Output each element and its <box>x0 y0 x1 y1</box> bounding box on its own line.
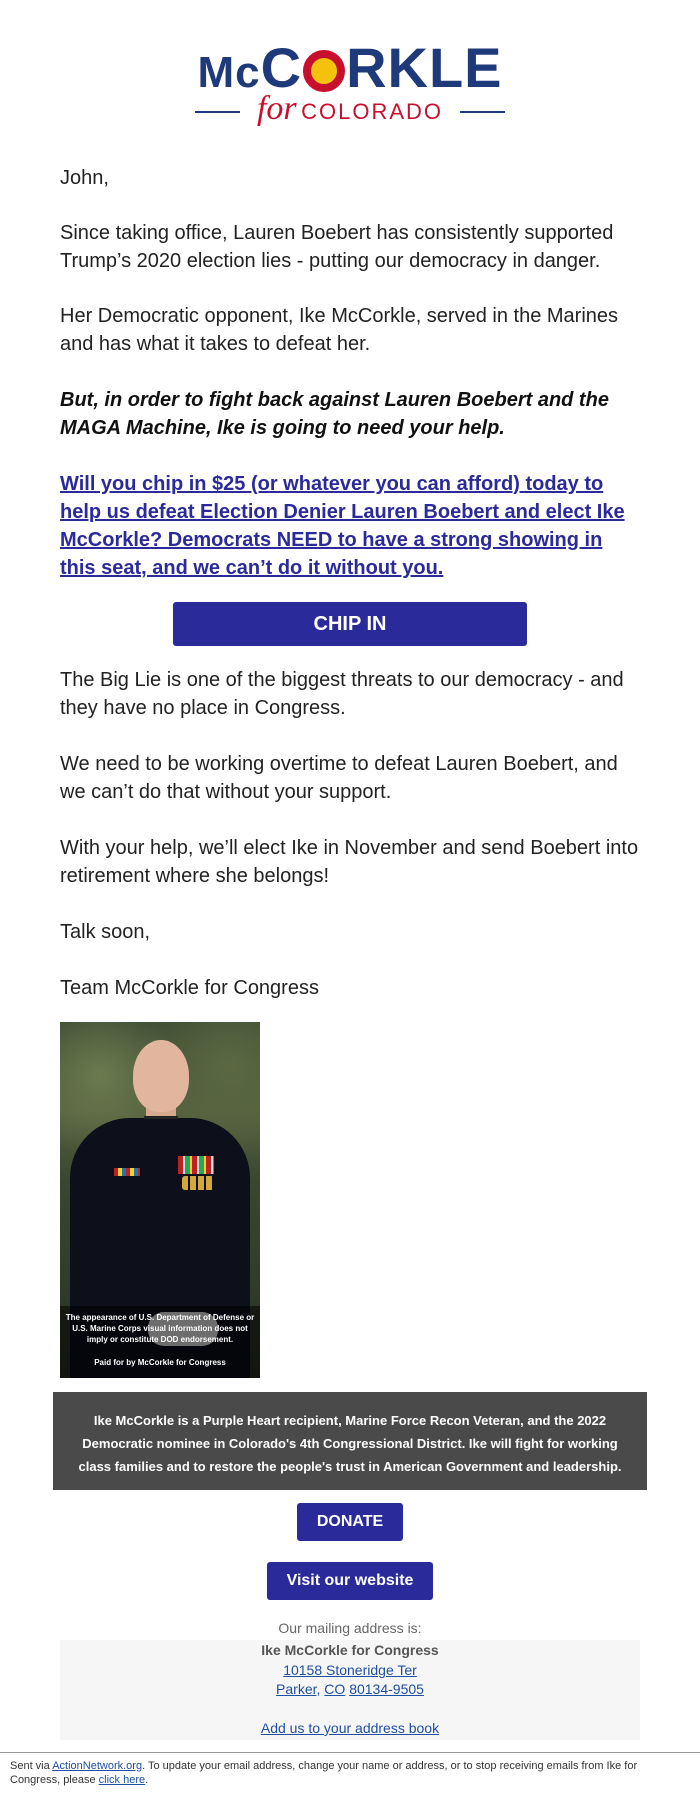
photo-caption <box>60 1306 260 1378</box>
donate-button[interactable]: DONATE <box>297 1503 403 1541</box>
photo-medals <box>182 1176 214 1190</box>
paid-for-notice: Paid for by McCorkle for Congress <box>94 1358 226 1367</box>
candidate-photo <box>60 1022 260 1378</box>
mailing-org: Ike McCorkle for Congress <box>261 1642 439 1658</box>
signature: Team McCorkle for Congress <box>60 977 319 999</box>
actionnetwork-link[interactable]: ActionNetwork.org <box>52 1760 143 1772</box>
paragraph-2: Her Democratic opponent, Ike McCorkle, served in the Marines and has what it takes to defeat her. <box>60 305 619 355</box>
logo-for: for <box>256 90 297 127</box>
candidate-bio: Ike McCorkle is a Purple Heart recipient, Marine Force Recon Veteran, and the 2022 Democratic nominee in Colorado's 4th Congressional District. Ike will fight for working class families and to restore the people's trust in American Government and leadership. <box>53 1392 647 1490</box>
mailing-zip[interactable]: 80134-9505 <box>349 1681 424 1697</box>
add-address-book-link[interactable]: Add us to your address book <box>260 1720 440 1736</box>
dod-disclaimer: The appearance of U.S. Department of Defense or U.S. Marine Corps visual information does not imply or constitute DOD endorsement. <box>65 1313 255 1344</box>
logo-rkle: RKLE <box>346 36 503 99</box>
footer-sent-via: Sent via <box>10 1760 53 1772</box>
footer-period: . <box>145 1774 149 1786</box>
mailing-state[interactable]: CO <box>324 1681 346 1697</box>
footer-unsubscribe-text: . To update your email address, change your name or address, or to stop receiving emails from Ike for Congress, please <box>10 1760 638 1786</box>
mailing-street[interactable]: 10158 Stoneridge Ter <box>283 1662 417 1678</box>
photo-collar <box>144 1116 178 1143</box>
paragraph-1: Since taking office, Lauren Boebert has consistently supported Trump’s 2020 election lies - putting our democracy in danger. <box>60 222 614 272</box>
photo-head <box>133 1040 189 1112</box>
logo-c: C <box>260 36 303 99</box>
paragraph-7: With your help, we’ll elect Ike in November and send Boebert into retirement where she belongs! <box>60 837 639 887</box>
greeting: John, <box>60 167 109 189</box>
logo-rule-right <box>460 111 505 113</box>
colorado-flag-o-icon <box>303 50 345 92</box>
logo-tagline <box>195 90 505 130</box>
paragraph-3-emphasis: But, in order to fight back against Lauren Boebert and the MAGA Machine, Ike is going to need your help. <box>60 389 609 439</box>
paragraph-5: The Big Lie is one of the biggest threats to our democracy - and they have no place in Congress. <box>60 669 624 719</box>
chip-in-button[interactable]: CHIP IN <box>173 602 527 646</box>
photo-ribbons <box>178 1156 214 1174</box>
photo-ribbon-left <box>114 1168 140 1176</box>
mailing-city-line: Parker, CO 80134-9505 <box>276 1681 424 1697</box>
paragraph-6: We need to be working overtime to defeat Lauren Boebert, and we can’t do that without your support. <box>60 753 618 803</box>
logo-mc: Mc <box>197 48 261 97</box>
logo-rule-left <box>195 111 240 113</box>
footer-notice <box>10 1759 670 1787</box>
footer-divider <box>0 1752 700 1753</box>
visit-website-button[interactable]: Visit our website <box>267 1562 433 1600</box>
donate-appeal-link[interactable]: Will you chip in $25 (or whatever you can afford) today to help us defeat Election Denier Lauren Boebert and elect Ike McCorkle? Democrats NEED to have a strong showing in this seat, and we can’t do it without you. <box>60 473 625 579</box>
mailing-label: Our mailing address is: <box>278 1620 422 1636</box>
logo-colorado: COLORADO <box>301 99 444 124</box>
unsubscribe-link[interactable]: click here <box>98 1774 146 1786</box>
campaign-logo <box>0 38 700 128</box>
signoff: Talk soon, <box>60 921 151 943</box>
mailing-city[interactable]: Parker <box>276 1681 317 1697</box>
